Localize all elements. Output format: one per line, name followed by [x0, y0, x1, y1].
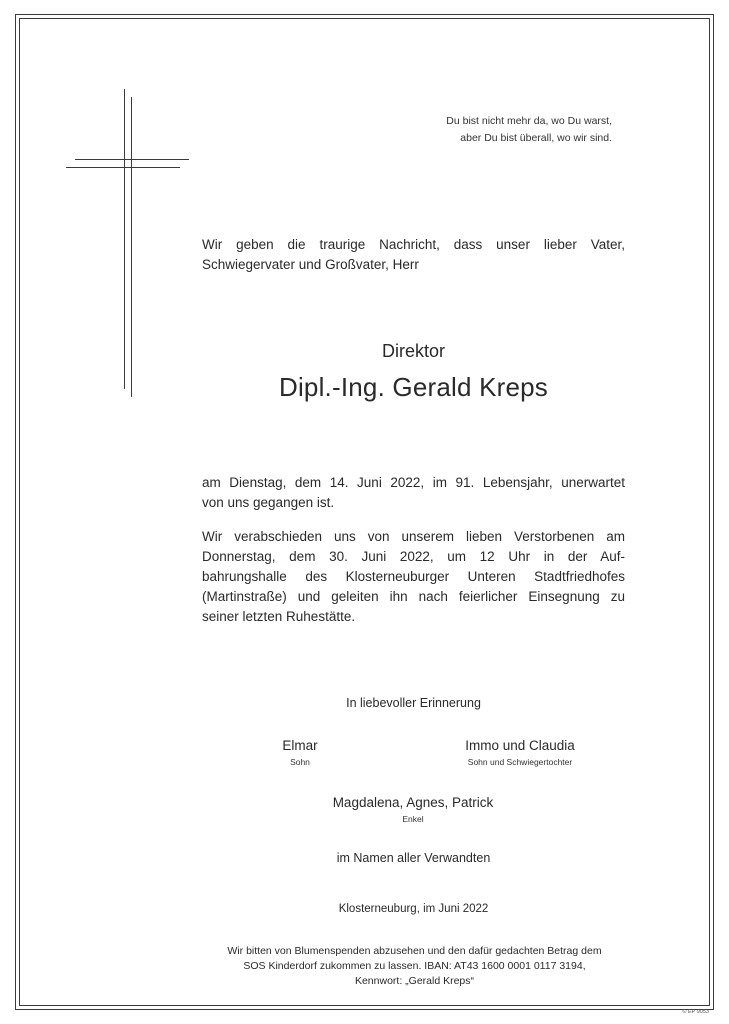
funeral-line: Donnerstag, dem 30. Juni 2022, um 12 Uhr in der Auf- — [202, 549, 625, 564]
funeral-line: bahrungshalle des Klosterneuburger Unteren Stadtfriedhofes — [202, 569, 625, 584]
print-code: © EP 9053 — [682, 1009, 709, 1015]
intro-line: Schwiegervater und Großvater, Herr — [202, 257, 419, 272]
on-behalf-line: im Namen aller Verwandten — [336, 851, 491, 865]
announcement-intro — [202, 235, 625, 275]
deceased-name: Dipl.-Ing. Gerald Kreps — [278, 372, 549, 402]
family-member-relation: Enkel — [402, 814, 424, 824]
memory-heading: In liebevoller Erinnerung — [346, 696, 481, 710]
donation-line: Kennwort: „Gerald Kreps“ — [354, 975, 475, 987]
intro-line: Wir geben die traurige Nachricht, dass unser lieber Vater, — [202, 237, 625, 252]
place-date: Klosterneuburg, im Juni 2022 — [338, 903, 489, 915]
funeral-line: (Martinstraße) und geleiten ihn nach feierlicher Einsegnung zu — [202, 589, 625, 604]
motto-line: Du bist nicht mehr da, wo Du warst, — [446, 115, 612, 127]
death-line: von uns gegangen ist. — [202, 495, 335, 510]
funeral-line: seiner letzten Ruhestätte. — [202, 609, 356, 624]
family-member-name: Elmar — [282, 738, 318, 753]
family-member-relation: Sohn und Schwiegertochter — [467, 757, 573, 767]
motto-line: aber Du bist überall, wo wir sind. — [460, 132, 612, 144]
motto-quote — [380, 113, 612, 147]
donation-line: Wir bitten von Blumenspenden abzusehen und den dafür gedachten Betrag dem — [227, 945, 602, 957]
funeral-notice — [202, 527, 625, 627]
family-member-name: Magdalena, Agnes, Patrick — [332, 795, 494, 810]
family-member-name: Immo und Claudia — [465, 738, 575, 753]
family-member-relation: Sohn — [290, 757, 310, 767]
death-line: am Dienstag, dem 14. Juni 2022, im 91. Lebensjahr, unerwartet — [202, 475, 625, 490]
deceased-title: Direktor — [381, 341, 445, 361]
death-notice — [202, 473, 625, 513]
donation-line: SOS Kinderdorf zukommen zu lassen. IBAN: AT43 1600 0001 0117 3194, — [243, 960, 586, 972]
donation-notice — [150, 944, 679, 989]
funeral-line: Wir verabschieden uns von unserem lieben Verstorbenen am — [202, 529, 625, 544]
